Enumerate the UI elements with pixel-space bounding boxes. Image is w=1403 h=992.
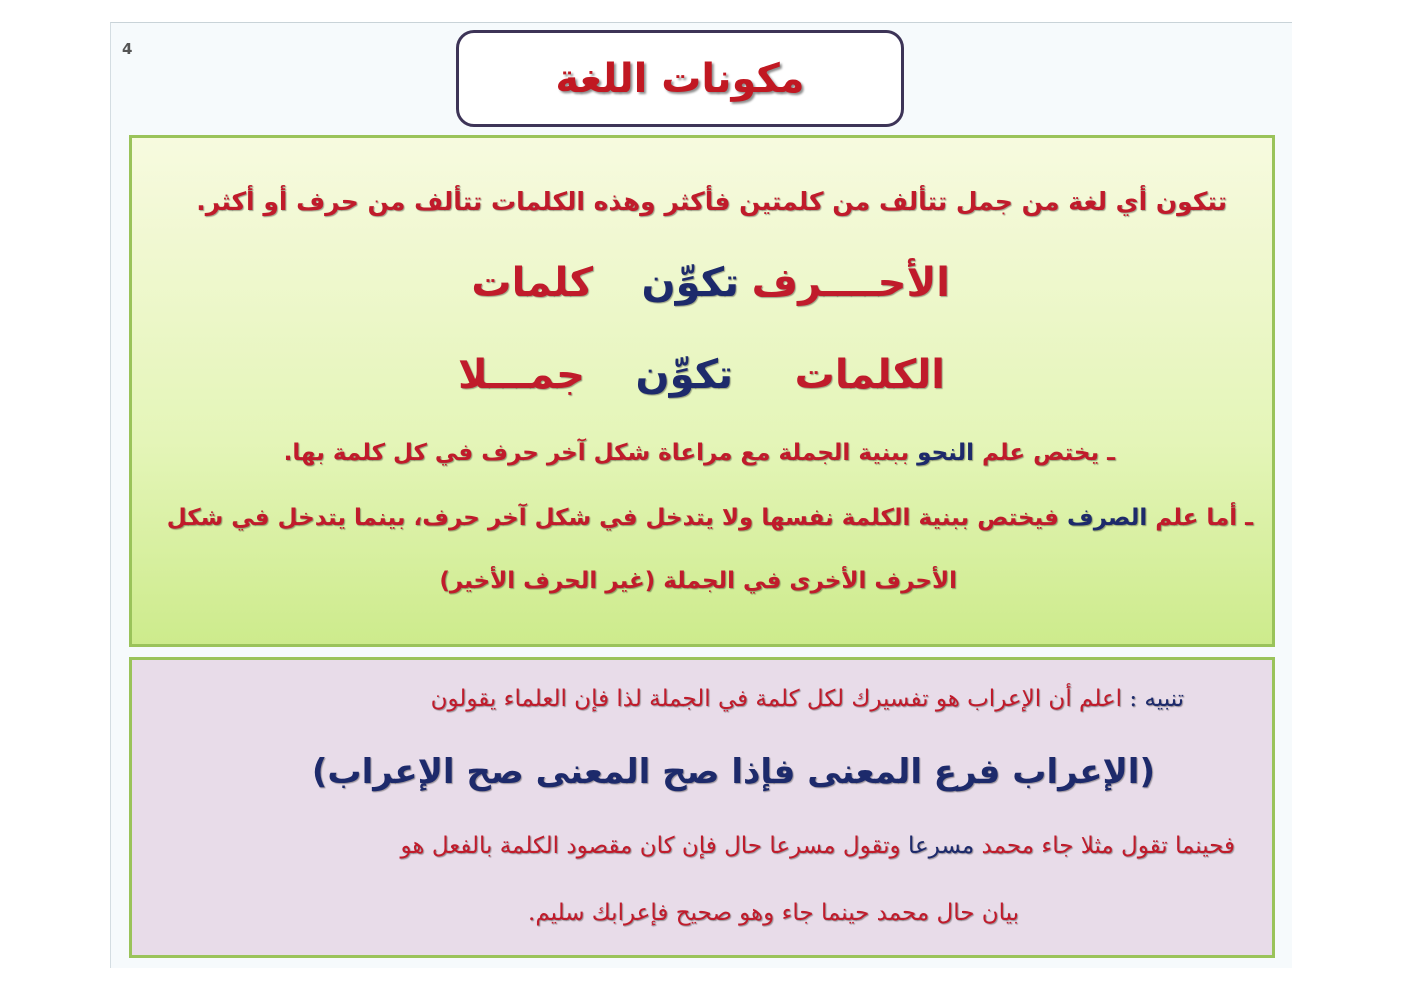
intro-text: تتكون أي لغة من جمل تتألف من كلمتين فأكثر وهذه الكلمات تتألف من حرف أو أكثر. xyxy=(196,187,1227,216)
page-title: مكونات اللغة xyxy=(555,55,805,102)
row1-letters: الأحــــرف xyxy=(751,260,950,306)
syntax-pre: ـ يختص علم xyxy=(974,440,1115,466)
note-text: اعلم أن الإعراب هو تفسيرك لكل كلمة في الجملة لذا فإن العلماء يقولون xyxy=(430,686,1130,712)
morph-pre: ـ أما علم xyxy=(1147,505,1253,531)
note-label: تنبيه : xyxy=(1129,686,1184,712)
example1-a: فحينما تقول مثلا جاء محمد xyxy=(974,833,1235,859)
quote-line: (الإعراب فرع المعنى فإذا صح المعنى صح الإعراب) xyxy=(311,752,1155,792)
row1-words: كلمات xyxy=(471,260,593,306)
row2-verb: تكوِّن xyxy=(635,352,733,398)
example-line-1 xyxy=(401,833,1235,859)
row1-verb: تكوِّن xyxy=(641,260,739,306)
page-number: 4 xyxy=(122,40,133,58)
example1-c: وتقول مسرعا حال فإن كان مقصود الكلمة بالفعل هو xyxy=(400,833,908,859)
morph-keyword: الصرف xyxy=(1067,505,1148,531)
example-line-2: بيان حال محمد حينما جاء وهو صحيح فإعرابك سليم. xyxy=(528,900,1019,926)
row2-sentences: جمـــلا xyxy=(457,352,585,398)
morph-post: فيختص ببنية الكلمة نفسها ولا يتدخل في شكل آخر حرف، بينما يتدخل في شكل xyxy=(166,505,1067,531)
syntax-keyword: النحو xyxy=(917,440,974,466)
morphology-continuation: الأحرف الأخرى في الجملة (غير الحرف الأخير) xyxy=(439,568,957,594)
note-line xyxy=(431,686,1184,712)
syntax-paragraph xyxy=(284,440,1115,466)
row2-words: الكلمات xyxy=(794,352,945,398)
title-box xyxy=(456,30,904,127)
example1-highlight: مسرعا xyxy=(907,833,975,859)
syntax-post: ببنية الجملة مع مراعاة شكل آخر حرف في كل كلمة بها. xyxy=(283,440,918,466)
morphology-paragraph xyxy=(167,505,1253,531)
